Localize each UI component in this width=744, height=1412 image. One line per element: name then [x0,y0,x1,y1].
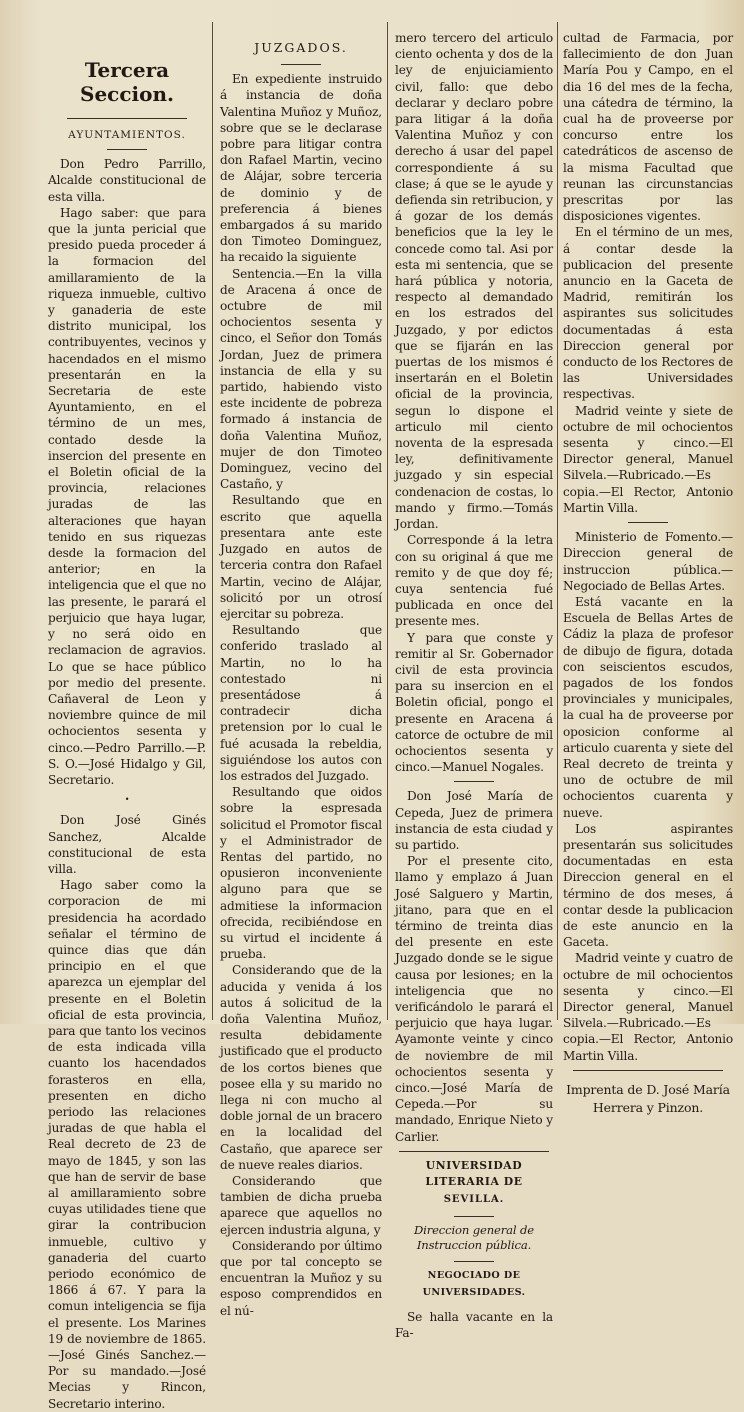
paragraph: Madrid veinte y cuatro de octubre de mil ochocientos sesenta y cinco.—El Director general, Manuel Silvela.—Rubricado.—Es copia.—El Rector, Antonio Martin Villa. [563,951,733,1063]
paragraph: Sentencia.—En la villa de Aracena á once de octubre de mil ochocientos sesenta y cinco, el Señor don Tomás Jordan, Juez de primera instancia de ella y su partido, habiendo visto este incidente de pobreza formado á instancia de doña Valentina Muñoz, mujer de don Timoteo Dominguez, vecino del Castaño, y [220,266,382,492]
paragraph: Está vacante en la Escuela de Bellas Artes de Cádiz la plaza de profesor de dibujo de figura, dotada con seiscientos escudos, pagados de los fondos provinciales y municipales, la cual ha de proveerse por oposicion conforme al articulo cuarenta y siete del Real decreto de treinta y uno de octubre de mil ochocientos cuarenta y nueve. [563,594,733,820]
divider-mark: • [124,795,130,805]
paragraph: Considerando que tambien de dicha prueba aparece que aquellos no ejercen industria alguna, y [220,1174,382,1237]
divider [454,1216,494,1217]
divider [67,118,187,119]
notice-body: Por el presente cito, llamo y emplazo á Juan José Salguero y Martin, jitano, para que en el término de treinta dias del presente en este Juzgado donde se le sigue causa por lesiones; en la inteligencia que no verificándolo le parará el perjuicio que haya lugar. Ayamonte veinte y cinco de noviembre de mil ochocientos sesenta y cinco.—José María de Cepeda.—Por su mandado, Enrique Nieto y Carlier. [395,854,553,1144]
notice-intro: Don José María de Cepeda, Juez de primera instancia de esta ciudad y su partido. [395,789,553,852]
paragraph: Y para que conste y remitir al Sr. Gobernador civil de esta provincia para su insercion en el Boletin oficial, pongo el presente en Aracena á catorce de octubre de mil ochocientos sesenta y cinco.—Manuel Nogales. [395,630,553,775]
paragraph: Resultando que oidos sobre la espresada solicitud el Promotor fiscal y el Administrador de Rentas del partido, no opusieron inconveniente alguno para que se admitiese la informacion ofrecida, recibiéndose en su virtud el incidente á prueba. [220,785,382,962]
department-title: NEGOCIADO DE UNIVERSIDADES. [422,1270,526,1298]
section-heading: Tercera Seccion. [80,58,174,106]
column-rule [387,22,388,1020]
divider [573,1070,723,1071]
paragraph: Madrid veinte y siete de octubre de mil ochocientos sesenta y cinco.—El Director general, Manuel Silvela.—Rubricado.—Es copia.—El Rector, Antonio Martin Villa. [563,403,733,515]
notice-intro: Don Pedro Parrillo, Alcalde constitucional de esta villa. [48,157,206,204]
university-heading: UNIVERSIDAD LITERARIA DE [425,1158,523,1189]
notice-intro: Don José Ginés Sanchez, Alcalde constitucional de esta villa. [48,813,206,876]
column-2 [220,38,382,1318]
divider [454,1261,494,1262]
paragraph: En expediente instruido á instancia de doña Valentina Muñoz y Muñoz, sobre que se le declarase pobre para litigar contra don Rafael Martin, vecino de Alájar, sobre terceria de dominio y de preferencia á bienes embargados á su marido don Timoteo Dominguez, ha recaido la siguiente [220,72,382,265]
column-3 [395,30,553,1341]
direction-title: Direccion general de Instruccion pública. [414,1223,534,1253]
paragraph: Corresponde á la letra con su original á que me remito y de que doy fé; cuya sentencia fué publicada en once del presente mes. [395,533,553,629]
printer-imprint: Imprenta de D. José María Herrera y Pinzon. [566,1081,730,1115]
university-city: SEVILLA. [443,1194,505,1206]
column-rule [212,22,213,1020]
divider [399,1151,549,1152]
paragraph: mero tercero del articulo ciento ochenta y dos de la ley de enjuiciamiento civil, fallo: que debo declarar y declaro pobre para litigar á la doña Valentina Muñoz y con derecho á usar del papel correspondiente á su clase; á que se le ayude y defienda sin retribucion, y á gozar de los demás beneficios que la ley le concede como tal. Asi por esta mi sentencia, que se hará pública y notoria, respecto al demandado en los estrados del Juzgado, y por edictos que se fijarán en las puertas de los mismos é insertarán en el Boletin oficial de la provincia, segun lo dispone el articulo mil ciento noventa de la espresada ley, definitivamente juzgado y sin especial condenacion de costas, lo mando y firmo.—Tomás Jordan. [395,31,553,532]
paragraph: Ministerio de Fomento.—Direccion general de instruccion pública.—Negociado de Bellas Artes. [563,530,733,593]
paragraph: Considerando que de la aducida y venida á los autos á solicitud de la doña Valentina Muñoz, resulta debidamente justificado que el producto de los cortos bienes que posee ella y su marido no llega ni con mucho al doble jornal de un bracero en la localidad del Castaño, que aparece ser de nueve reales diarios. [220,963,382,1172]
paragraph: Considerando por último que por tal concepto se encuentran la Muñoz y su esposo comprendidos en el nú- [220,1238,382,1318]
divider [454,781,494,782]
notice-body: Hago saber como la corporacion de mi presidencia ha acordado señalar el término de quince dias que dán principio en el que aparezca un ejemplar del presente en el Boletin oficial de esta provincia, para que tanto los vecinos de esta indicada villa cuanto los hacendados forasteros en ella, presenten en dicho periodo las relaciones juradas de que habla el Real decreto de 23 de mayo de 1845, y son las que han de servir de base al amillaramiento sobre cuyas utilidades tiene que girar la contribucion inmueble, cultivo y ganaderia del cuarto periodo económico de 1866 á 67. Y para la comun inteligencia se fija el presente. Los Marines 19 de noviembre de 1865.—José Ginés Sanchez.—Por su mandado.—José Mecias y Rincon, Secretario interino. [48,878,206,1411]
column-rule [557,22,558,1020]
paragraph: Resultando que conferido traslado al Martin, no lo ha contestado ni presentádose á contradecir dicha pretension por lo cual le fué acusada la rebeldia, siguiéndose los autos con los estrados del Juzgado. [220,623,382,783]
subsection-title: AYUNTAMIENTOS. [68,129,186,141]
notice-body: Hago saber: que para que la junta pericial que presido pueda proceder á la formacion del amillaramiento de la riqueza inmueble, cultivo y ganaderia de este distrito municipal, los contribuyentes, vecinos y hacendados en el mismo presentarán en la Secretaria de este Ayuntamiento, en el término de un mes, contado desde la insercion del presente en el Boletin oficial de la provincia, relaciones juradas de las alteraciones que hayan tenido en sus riquezas desde la formacion del anterior; en la inteligencia que el que no las presente, le parará el perjuicio que haya lugar, y no será oido en reclamacion de agravios. Lo que se hace público por medio del presente. Cañaveral de Leon y noviembre quince de mil ochocientos sesenta y cinco.—Pedro Parrillo.—P. S. O.—José Hidalgo y Gil, Secretario. [48,205,206,787]
paragraph: En el término de un mes, á contar desde la publicacion del presente anuncio en la Gaceta de Madrid, remitirán los aspirantes sus solicitudes documentadas á esta Direccion general por conducto de los Rectores de las Universidades respectivas. [563,225,733,402]
column-1 [48,36,206,1411]
paragraph: Se halla vacante en la Fa- [395,1309,553,1341]
divider [628,522,668,523]
divider [107,149,147,150]
paragraph: Resultando que en escrito que aquella presentara ante este Juzgado en autos de terceria contra don Rafael Martin, vecino de Alájar, solicitó por un otrosí ejercitar su pobreza. [220,493,382,621]
paragraph: cultad de Farmacia, por fallecimiento de don Juan María Pou y Campo, en el dia 16 del mes de la fecha, una cátedra de término, la cual ha de proveerse por concurso entre los catedráticos de ascenso de la misma Facultad que reunan las circunstancias prescritas por las disposiciones vigentes. [563,31,733,224]
column-4 [563,30,733,1115]
paragraph: Los aspirantes presentarán sus solicitudes documentadas en esta Direccion general en el término de dos meses, á contar desde la publicacion de este anuncio en la Gaceta. [563,821,733,950]
divider [281,64,321,65]
section-heading: JUZGADOS. [254,40,348,55]
